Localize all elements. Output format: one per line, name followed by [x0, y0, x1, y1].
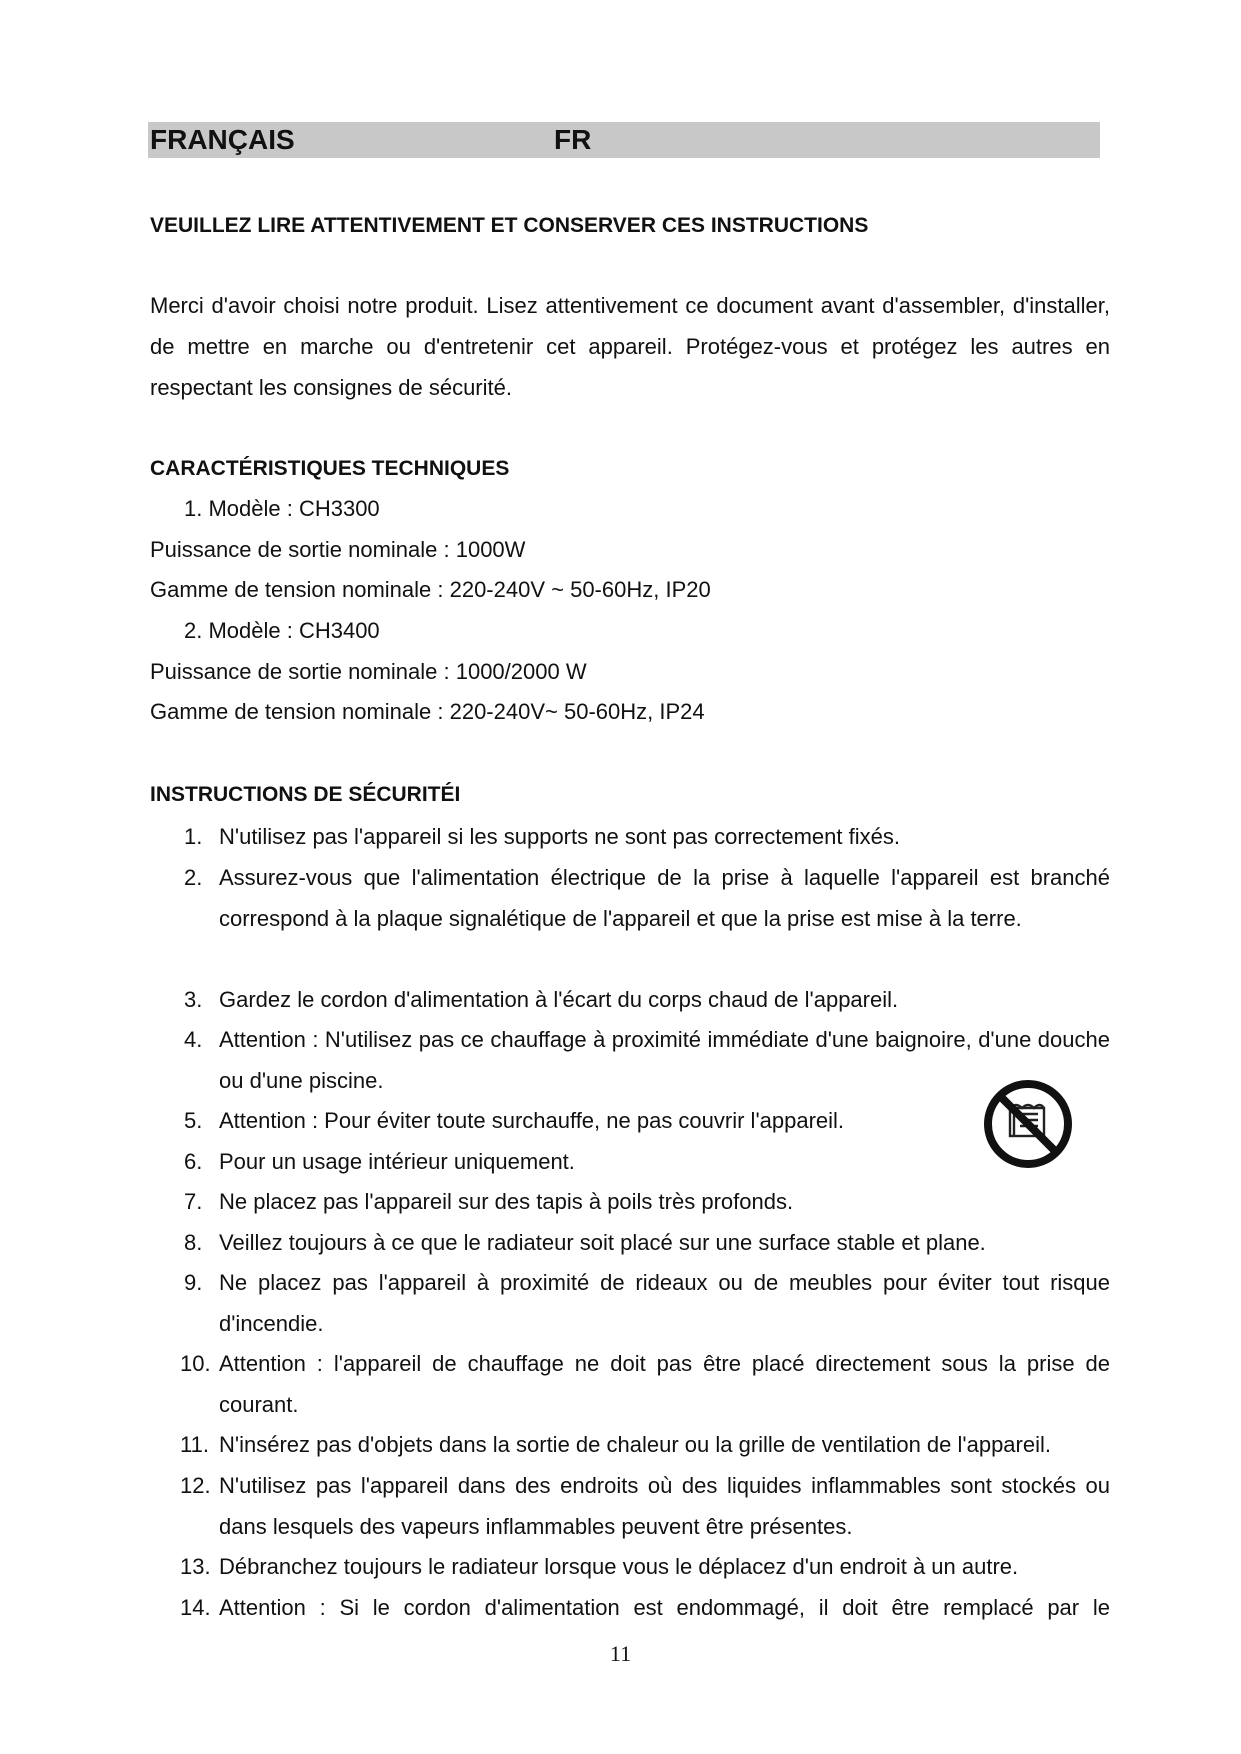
safety-item-number: 12.	[180, 1473, 211, 1498]
page-number: 11	[609, 1641, 632, 1666]
language-code: FR	[554, 124, 592, 155]
safety-item-number: 2.	[184, 865, 203, 890]
language-label: FRANÇAIS	[150, 124, 295, 155]
safety-item-text: Attention : l'appareil de chauffage ne doit pas être placé directement sous la prise de courant.	[219, 1351, 1110, 1417]
safety-item-text: Gardez le cordon d'alimentation à l'écart du corps chaud de l'appareil.	[219, 987, 899, 1012]
safety-item-7	[150, 1181, 1110, 1222]
model-1-label: 1. Modèle : CH3300	[184, 496, 380, 521]
safety-item-10	[150, 1343, 1110, 1425]
safety-item-3	[150, 979, 1110, 1020]
model-1-power: Puissance de sortie nominale : 1000W	[150, 537, 526, 562]
intro-paragraph: Merci d'avoir choisi notre produit. Lisez attentivement ce document avant d'assembler, d'installer, de mettre en marche ou d'entretenir cet appareil. Protégez-vous et protégez les autres en respectant les consignes de sécurité.	[150, 293, 1110, 400]
safety-item-number: 7.	[184, 1189, 203, 1214]
safety-item-number: 11.	[180, 1432, 209, 1457]
safety-item-text: Assurez-vous que l'alimentation électrique de la prise à laquelle l'appareil est branché correspond à la plaque signalétique de l'appareil et que la prise est mise à la terre.	[219, 865, 1110, 931]
safety-item-text: Attention : Si le cordon d'alimentation est endommagé, il doit être remplacé par le	[219, 1595, 1110, 1620]
safety-heading: INSTRUCTIONS DE SÉCURITÉI	[150, 783, 461, 806]
safety-item-1	[150, 816, 1110, 857]
specs-heading: CARACTÉRISTIQUES TECHNIQUES	[150, 457, 510, 480]
safety-item-text: N'utilisez pas l'appareil dans des endroits où des liquides inflammables sont stockés ou dans lesquels des vapeurs inflammables peuvent être présentes.	[219, 1473, 1110, 1539]
safety-item-number: 13.	[180, 1554, 211, 1579]
safety-item-13	[150, 1546, 1110, 1587]
safety-item-text: Attention : Pour éviter toute surchauffe, ne pas couvrir l'appareil.	[219, 1108, 845, 1133]
safety-item-number: 5.	[184, 1108, 203, 1133]
safety-item-text: Ne placez pas l'appareil sur des tapis à poils très profonds.	[219, 1189, 794, 1214]
main-heading: VEUILLEZ LIRE ATTENTIVEMENT ET CONSERVER CES INSTRUCTIONS	[150, 214, 869, 237]
model-2-power: Puissance de sortie nominale : 1000/2000 W	[150, 659, 587, 684]
safety-item-text: N'insérez pas d'objets dans la sortie de chaleur ou la grille de ventilation de l'appareil.	[219, 1432, 1051, 1457]
safety-item-2	[150, 857, 1110, 939]
safety-item-number: 4.	[184, 1027, 203, 1052]
safety-item-text: Attention : N'utilisez pas ce chauffage à proximité immédiate d'une baignoire, d'une douche ou d'une piscine.	[219, 1027, 1110, 1093]
language-header-bar	[148, 122, 1100, 158]
model-1-voltage: Gamme de tension nominale : 220-240V ~ 50-60Hz, IP20	[150, 577, 711, 602]
model-2-voltage: Gamme de tension nominale : 220-240V~ 50-60Hz, IP24	[150, 699, 705, 724]
safety-item-number: 3.	[184, 987, 203, 1012]
model-2-label: 2. Modèle : CH3400	[184, 618, 380, 643]
safety-item-text: N'utilisez pas l'appareil si les supports ne sont pas correctement fixés.	[219, 824, 900, 849]
safety-item-8	[150, 1222, 1110, 1263]
safety-item-text: Débranchez toujours le radiateur lorsque vous le déplacez d'un endroit à un autre.	[219, 1554, 1019, 1579]
safety-item-number: 8.	[184, 1230, 203, 1255]
safety-item-number: 10.	[180, 1351, 211, 1376]
safety-item-number: 9.	[184, 1270, 203, 1295]
safety-item-text: Pour un usage intérieur uniquement.	[219, 1149, 575, 1174]
safety-item-number: 14.	[180, 1595, 211, 1620]
safety-item-text: Veillez toujours à ce que le radiateur soit placé sur une surface stable et plane.	[219, 1230, 986, 1255]
safety-item-12	[150, 1465, 1110, 1547]
safety-item-5	[150, 1100, 1110, 1141]
safety-item-4	[150, 1019, 1110, 1101]
safety-item-number: 6.	[184, 1149, 203, 1174]
safety-item-6	[150, 1141, 1110, 1182]
safety-item-text: Ne placez pas l'appareil à proximité de rideaux ou de meubles pour éviter tout risque d'incendie.	[219, 1270, 1110, 1336]
safety-item-14	[150, 1587, 1110, 1628]
do-not-cover-icon	[982, 1078, 1074, 1170]
safety-item-11	[150, 1424, 1110, 1465]
safety-item-9	[150, 1262, 1110, 1344]
safety-item-number: 1.	[184, 824, 203, 849]
